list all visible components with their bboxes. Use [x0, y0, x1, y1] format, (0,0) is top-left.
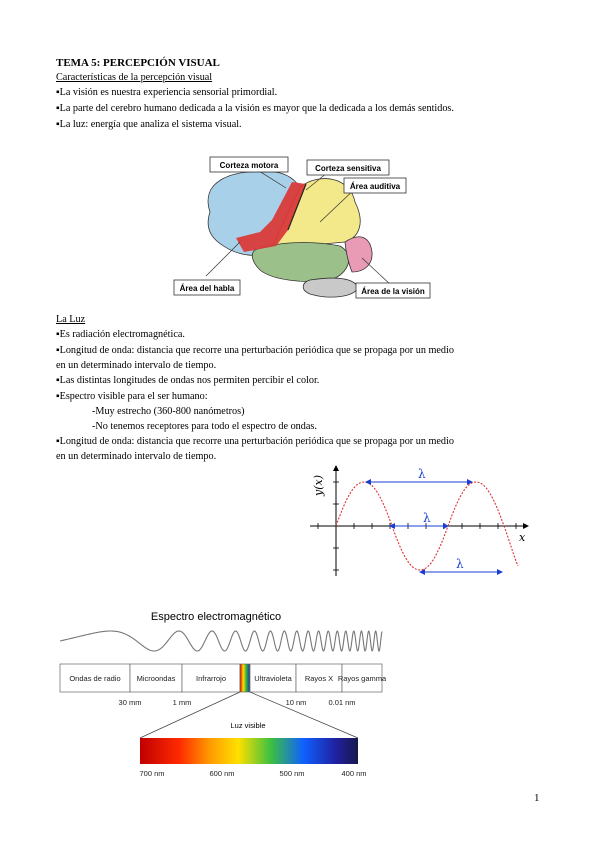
- band-gamma-label: Rayos gamma: [337, 674, 386, 683]
- x-axis-label: x: [519, 531, 526, 544]
- brain-occipital-lobe: [345, 237, 372, 272]
- bullet-1: ▪La visión es nuestra experiencia sensorial primordial.: [56, 87, 278, 98]
- wavelength-diagram: [306, 462, 534, 580]
- light-line-1: ▪Es radiación electromagnética.: [56, 329, 185, 340]
- electromagnetic-spectrum: [56, 604, 386, 782]
- light-line-4: ▪Las distintas longitudes de ondas nos permiten percibir el color.: [56, 375, 320, 386]
- label-vision-area: Área de la visión: [361, 287, 425, 296]
- brain-diagram: [160, 142, 450, 304]
- label-sensory-cortex: Corteza sensitiva: [315, 164, 381, 173]
- light-line-7: -No tenemos receptores para todo el espectro de ondas.: [92, 421, 317, 432]
- brain-cerebellum: [303, 278, 358, 297]
- page-title: TEMA 5: PERCEPCIÓN VISUAL: [56, 57, 220, 69]
- band-radio-label: Ondas de radio: [69, 674, 121, 683]
- bullet-2: ▪La parte del cerebro humano dedicada a la visión es mayor que la dedicada a los demás sentidos.: [56, 103, 454, 114]
- light-line-8: ▪Longitud de onda: distancia que recorre una perturbación periódica que se propaga por un medio: [56, 436, 454, 447]
- lambda-label-3: λ: [456, 557, 464, 571]
- light-line-2: ▪Longitud de onda: distancia que recorre una perturbación periódica que se propaga por un medio: [56, 345, 454, 356]
- band-infrared-label: Infrarrojo: [195, 674, 227, 683]
- visible-spectrum-bar: [140, 738, 358, 764]
- tick-30mm: 30 mm: [118, 698, 142, 707]
- light-line-3: en un determinado intervalo de tiempo.: [56, 360, 217, 371]
- light-line-6: -Muy estrecho (360-800 nanómetros): [92, 406, 245, 417]
- visible-light-label: Luz visible: [230, 721, 266, 730]
- tick-0-01nm: 0.01 nm: [328, 698, 356, 707]
- tick-500nm: 500 nm: [279, 769, 305, 778]
- label-auditory-area: Área auditiva: [349, 182, 401, 191]
- tick-400nm: 400 nm: [341, 769, 367, 778]
- section-heading-light: La Luz: [56, 314, 86, 325]
- lambda-label-2: λ: [423, 511, 431, 525]
- lambda-label-1: λ: [418, 467, 426, 481]
- brain-temporal-lobe: [252, 243, 348, 282]
- tick-600nm: 600 nm: [209, 769, 235, 778]
- page-number: 1: [534, 792, 540, 804]
- y-axis-label: y(x): [312, 474, 325, 496]
- tick-1mm: 1 mm: [172, 698, 192, 707]
- band-visible-strip: [240, 664, 250, 692]
- band-microwave-label: Microondas: [136, 674, 176, 683]
- spectrum-wave: [60, 631, 382, 651]
- tick-10nm: 10 nm: [285, 698, 307, 707]
- tick-700nm: 700 nm: [139, 769, 165, 778]
- spectrum-title: Espectro electromagnético: [150, 611, 282, 623]
- band-xray-label: Rayos X: [304, 674, 334, 683]
- section-heading-perception: Características de la percepción visual: [56, 72, 213, 83]
- light-line-9: en un determinado intervalo de tiempo.: [56, 451, 217, 462]
- light-line-5: ▪Espectro visible para el ser humano:: [56, 391, 208, 402]
- label-speech-area: Área del habla: [179, 284, 235, 293]
- band-ultraviolet-label: Ultravioleta: [254, 674, 292, 683]
- label-motor-cortex: Corteza motora: [219, 161, 279, 170]
- bullet-3: ▪La luz: energía que analiza el sistema visual.: [56, 119, 242, 130]
